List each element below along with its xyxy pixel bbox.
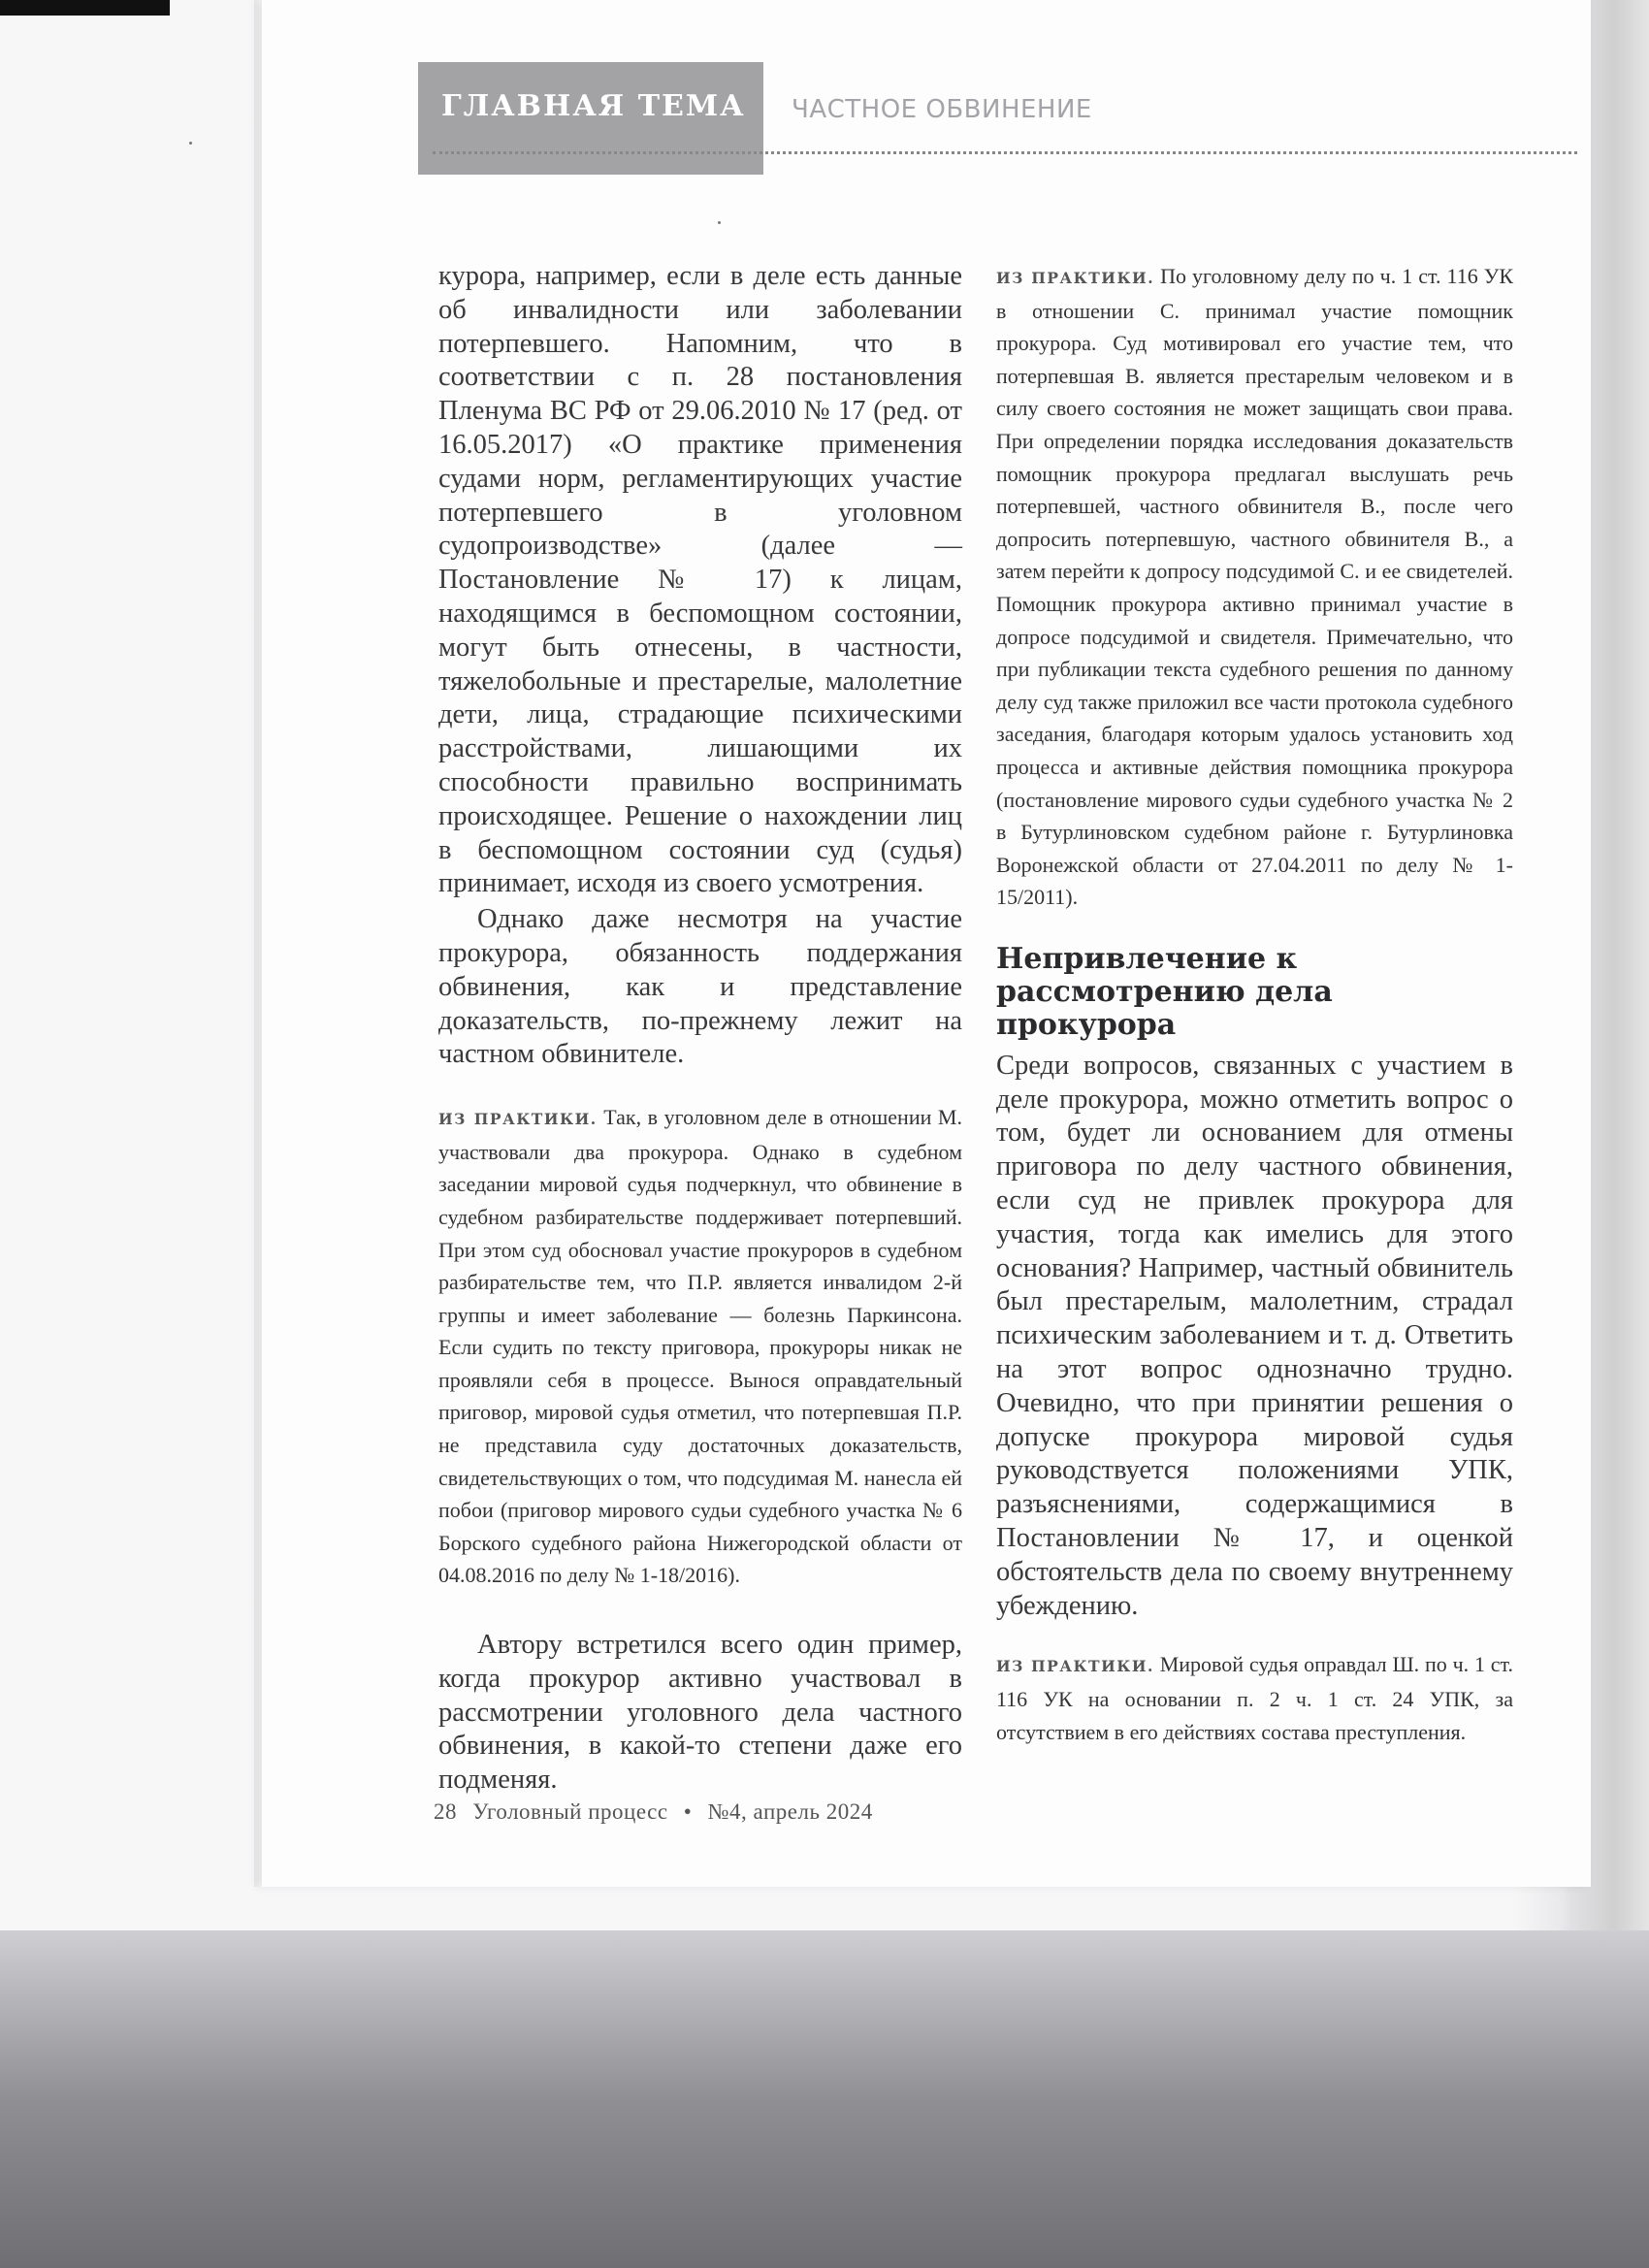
paragraph: Среди вопросов, связанных с участием в деле прокурора, можно отметить вопрос о том, будет ли основанием для отмены приговора по делу частного обвинения, если суд не привлек прокурора для участия, тогда как имелись для этого основания? Например, частный обвинитель был престарелым, малолетним, страдал психическим заболеванием и т. д. Ответить на этот вопрос однозначно трудно. Очевидно, что при принятии решения о допуске прокурора мировой судья руководствуется положениями УПК, разъяснениями, содержащимися в Постановлении № 17, и оценкой обстоятельств дела по своему внутреннему убеждению. <box>996 1050 1513 1621</box>
practice-label: ИЗ ПРАКТИКИ. <box>996 1657 1154 1676</box>
section-title: ГЛАВНАЯ ТЕМА <box>441 89 746 123</box>
practice-box <box>438 1101 962 1592</box>
footer-separator: • <box>683 1799 693 1824</box>
practice-label: ИЗ ПРАКТИКИ. <box>996 269 1155 287</box>
scan-speck <box>189 142 192 145</box>
section-heading: Непривлечение к рассмотрению дела прокурора <box>996 941 1333 1042</box>
scan-corner-shadow <box>0 0 170 16</box>
page-footer <box>434 1799 883 1825</box>
scan-speck <box>718 221 721 224</box>
practice-label: ИЗ ПРАКТИКИ. <box>438 1110 598 1129</box>
practice-text: Мировой судья оправдал Ш. по ч. 1 ст. 116 УК на основании п. 2 ч. 1 ст. 24 УПК, за отсутствием в его действиях состава преступления. <box>996 1652 1514 1744</box>
scanner-bed <box>0 1930 1649 2268</box>
issue-info: №4, апрель 2024 <box>707 1799 873 1824</box>
practice-box <box>996 260 1513 914</box>
journal-title: Уголовный процесс <box>472 1799 668 1824</box>
paragraph: курора, например, если в деле есть данные об инвалидности или заболевании потерпевшего. Напомним, что в соответствии с п. 28 постановления Пленума ВС РФ от 29.06.2010 № 17 (ред. от 16.05.2017) «О практике применения судами норм, регламентирующих участие потерпевшего в уголовном судопроизводстве» (далее — Постановление № 17) к лицам, находящимся в беспомощном состоянии, могут быть отнесены, в частности, тяжелобольные и престарелые, малолетние дети, лица, страдающие психическими расстройствами, лишающими их способности правильно воспринимать происходящее. Решение о нахождении лиц в беспомощном состоянии суд (судья) принимает, исходя из своего усмотрения. <box>438 261 962 899</box>
header-dotted-rule <box>433 151 1577 154</box>
practice-text: Так, в уголовном деле в отношении М. участвовали два прокурора. Однако в судебном заседании мировой судья подчеркнул, что обвинение в судебном разбирательстве поддерживает потерпевший. При этом суд обосновал участие прокуроров в судебном разбирательстве тем, что П.Р. является инвалидом 2-й группы и имеет заболевание — болезнь Паркинсона. Если судить по тексту приговора, прокуроры никак не проявляли себя в процессе. Вынося оправдательный приговор, мировой судья отметил, что потерпевшая П.Р. не представила суду достаточных доказательств, свидетельствующих о том, что подсудимая М. нанесла ей побои (приговор мирового судьи судебного участка № 6 Борского судебного района Нижегородской области от 04.08.2016 по делу № 1-18/2016). <box>438 1105 962 1588</box>
practice-box <box>996 1648 1513 1748</box>
right-column <box>996 260 1513 1748</box>
topic-title: ЧАСТНОЕ ОБВИНЕНИЕ <box>792 95 1092 124</box>
practice-text: По уголовному делу по ч. 1 ст. 116 УК в отношении С. принимал участие помощник прокурора. Суд мотивировал его участие тем, что потерпевшая В. является престарелым человеком и в силу своего состояния не может защищать свои права. При определении порядка исследования доказательств помощник прокурора предлагал выслушать речь потерпевшей, частного обвинителя В., после чего допросить потерпевшую, частного обвинителя В., а затем перейти к допросу подсудимой С. и ее свидетелей. Помощник прокурора активно принимал участие в допросе подсудимой и свидетеля. Примечательно, что при публикации текста судебного решения по данному делу суд также приложил все части протокола судебного заседания, благодаря которым удалось установить ход процесса и активные действия помощника прокурора (постановление мирового судьи судебного участка № 2 в Бутурлиновском судебном районе г. Бутурлиновка Воронежской области от 27.04.2011 по делу № 1-15/2011). <box>996 264 1513 910</box>
paragraph: Однако даже несмотря на участие прокурора, обязанность поддержания обвинения, как и представление доказательств, по-прежнему лежит на частном обвинителе. <box>438 904 962 1070</box>
paragraph: Автору встретился всего один пример, когда прокурор активно участвовал в рассмотрении уголовного дела частного обвинения, в какой-то степени даже его подменяя. <box>438 1630 962 1796</box>
left-column <box>438 260 962 1798</box>
page-number: 28 <box>434 1799 457 1824</box>
